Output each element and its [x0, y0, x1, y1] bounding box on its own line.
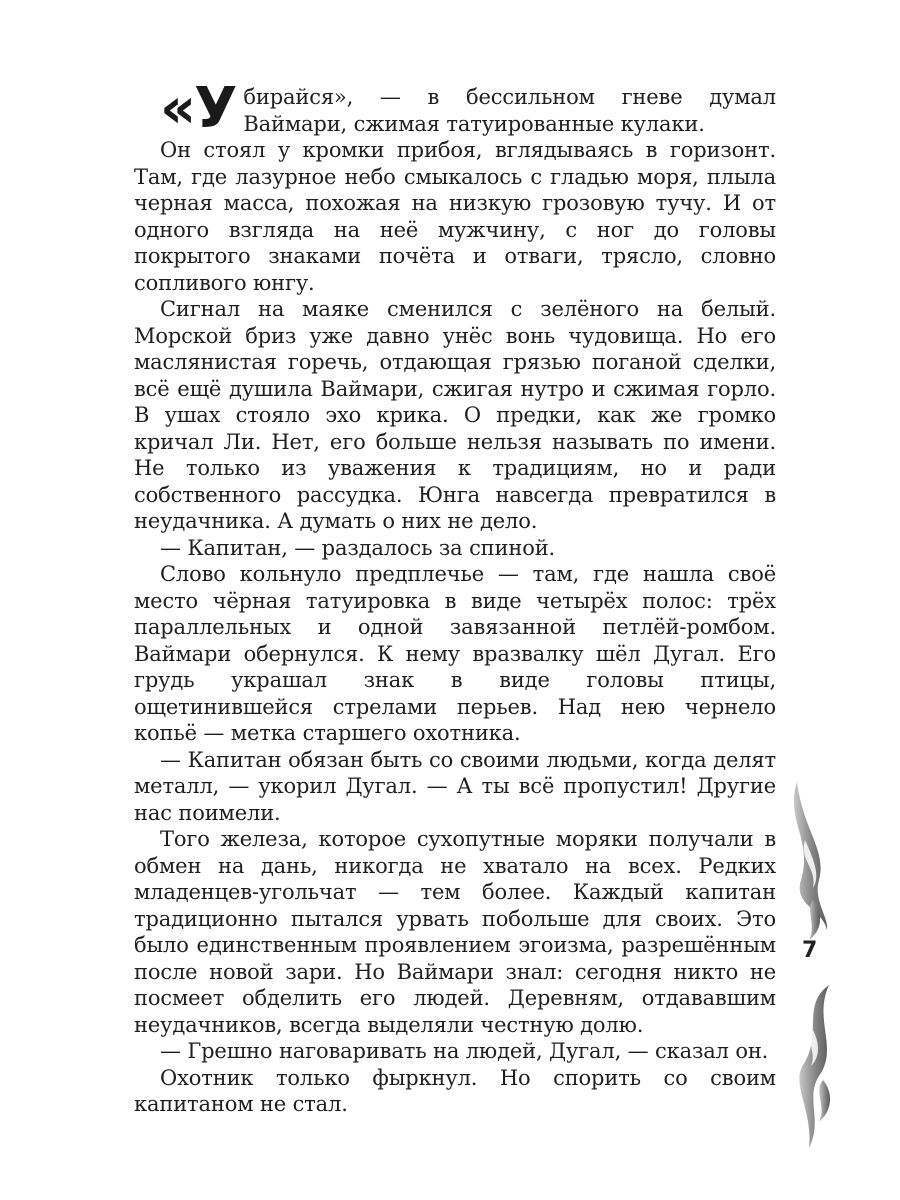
paragraph-2: Он стоял у кромки прибоя, вглядываясь в горизонт. Там, где лазурное небо смыкалось с гладью моря, плыла черная масса, похожая на низкую грозовую тучу. И от одного взгляда на неё мужчину, с ног до головы покрытого знаками почёта и отваги, трясло, словно сопливого юнгу. [134, 138, 776, 295]
paragraph-5: Слово кольнуло предплечье — там, где нашла своё место чёрная татуировка в виде четырёх полос: трёх параллельных и одной завязанной петлёй-ромбом. Ваймари обернулся. К нему вразвалку шёл Дугал. Его грудь украшал знак в виде головы птицы, ощетинившейся стрелами перьев. Над нею чернело копьё — метка старшего охотника. [134, 562, 776, 745]
body-text [134, 76, 776, 1118]
paragraph-1-text: бирайся», — в бессильном гневе думал Ваймари, сжимая татуированные кулаки. [243, 85, 776, 136]
drop-cap: «У [160, 76, 236, 141]
paragraph-8: — Грешно наговаривать на людей, Дугал, — сказал он. [160, 1039, 769, 1063]
paragraph-7: Того железа, которое сухопутные моряки получали в обмен на дань, никогда не хватало на всех. Редких младенцев-угольчат — тем более. Каждый капитан традиционно пытался урвать побольше для своих. Это было единственным проявлением эгоизма, разрешённым после новой зари. Но Ваймари знал: сегодня никто не посмеет обделить его людей. Деревням, отдававшим неудачников, всегда выделяли честную долю. [134, 827, 776, 1037]
tribal-ornament-icon [783, 780, 843, 1150]
paragraph-1 [134, 76, 776, 141]
paragraph-6: — Капитан обязан быть со своими людьми, когда делят металл, — укорил Дугал. — А ты всё пропустил! Другие нас поимели. [134, 747, 776, 825]
paragraph-4: — Капитан, — раздалось за спиной. [160, 535, 556, 560]
paragraph-3: Сигнал на маяке сменился с зелёного на белый. Морской бриз уже давно унёс вонь чудовища. Но его маслянистая горечь, отдающая грязью поганой сделки, всё ещё душила Ваймари, сжигая нутро и сжимая горло. В ушах стояло эхо крика. О предки, как же громко кричал Ли. Нет, его больше нельзя называть по имени. Не только из уважения к традициям, но и ради собственного рассудка. Юнга навсегда превратился в неудачника. А думать о них не дело. [134, 297, 776, 533]
page-number: 7 [802, 938, 818, 963]
paragraph-9: Охотник только фыркнул. Но спорить со своим капитаном не стал. [134, 1065, 776, 1116]
